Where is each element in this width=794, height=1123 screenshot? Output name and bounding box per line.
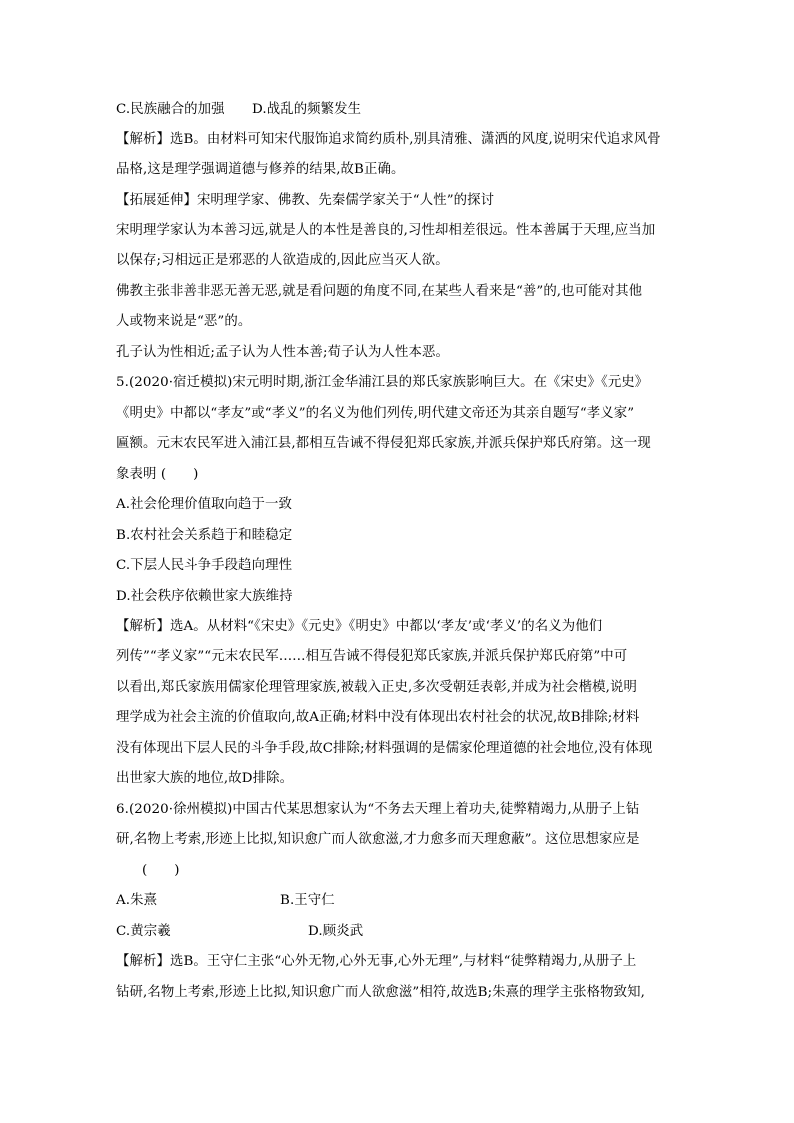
analysis-q5-line4: 理学成为社会主流的价值取向,故A正确;材料中没有体现出农村社会的状况,故B排除;材料: [116, 710, 640, 725]
question-5-line2: 《明史》中都以“孝友”或“孝义”的名义为他们列传,明代建文帝还为其亲自题写“孝义家”: [116, 406, 635, 421]
question-6-line2: 研,名物上考索,形迹上比拟,知识愈广而人欲愈滋,才力愈多而天理愈蔽”。这位思想家应是: [116, 832, 640, 847]
analysis-q6-line2: 钻研,名物上考索,形迹上比拟,知识愈广而人欲愈滋”相符,故选B;朱熹的理学主张格物致知,: [116, 985, 645, 1000]
question-6-line3: ( ): [142, 863, 180, 878]
question-5-line4: 象表明 ( ): [116, 467, 199, 482]
option-d-q5: D.社会秩序依赖世家大族维持: [116, 589, 293, 604]
analysis-q5-line5: 没有体现出下层人民的斗争手段,故C排除;材料强调的是儒家伦理道德的社会地位,没有体现: [116, 741, 653, 756]
option-d-q4: D.战乱的频繁发生: [252, 102, 362, 117]
extension-p2-line2: 人或物来说是“恶”的。: [116, 314, 252, 329]
question-6-line1: 6.(2020·徐州模拟)中国古代某思想家认为“不务去天理上着功夫,徒弊精竭力,从册子上钻: [116, 802, 640, 817]
question-5-line1: 5.(2020·宿迁模拟)宋元明时期,浙江金华浦江县的郑氏家族影响巨大。在《宋史》《元史》: [116, 375, 649, 390]
analysis-q6-line1: 【解析】选B。王守仁主张“心外无物,心外无事,心外无理”,与材料“徒弊精竭力,从册子上: [116, 954, 637, 969]
analysis-q5-line3: 以看出,郑氏家族用儒家伦理管理家族,被载入正史,多次受朝廷表彰,并成为社会楷模,说明: [116, 680, 637, 695]
extension-p1-line1: 宋明理学家认为本善习远,就是人的本性是善良的,习性却相差很远。性本善属于天理,应当加: [116, 223, 656, 238]
option-c-q6: C.黄宗羲: [116, 924, 171, 939]
extension-heading: 【拓展延伸】宋明理学家、佛教、先秦儒学家关于“人性”的探讨: [116, 193, 495, 208]
analysis-q5-line1: 【解析】选A。从材料“《宋史》《元史》《明史》中都以‘孝友’或‘孝义’的名义为他们: [116, 619, 603, 634]
extension-p2-line1: 佛教主张非善非恶无善无恶,就是看问题的角度不同,在某些人看来是“善”的,也可能对其他: [116, 284, 643, 299]
option-a-q6: A.朱熹: [116, 893, 158, 908]
question-5-line3: 匾额。元末农民军进入浦江县,都相互告诫不得侵犯郑氏家族,并派兵保护郑氏府第。这一现: [116, 436, 651, 451]
option-a-q5: A.社会伦理价值取向趋于一致: [116, 497, 293, 512]
option-b-q5: B.农村社会关系趋于和睦稳定: [116, 528, 293, 543]
analysis-q5-line6: 出世家大族的地位,故D排除。: [116, 771, 294, 786]
analysis-q5-line2: 列传”“孝义家”“元末农民军……相互告诫不得侵犯郑氏家族,并派兵保护郑氏府第”中可: [116, 649, 628, 664]
option-c-q5: C.下层人民斗争手段趋向理性: [116, 558, 293, 573]
extension-p3: 孔子认为性相近;孟子认为人性本善;荀子认为人性本恶。: [116, 345, 449, 360]
option-b-q6: B.王守仁: [280, 893, 335, 908]
option-c-q4: C.民族融合的加强: [116, 102, 225, 117]
option-d-q6: D.顾炎武: [308, 924, 364, 939]
extension-p1-line2: 以保存;习相远正是邪恶的人欲造成的,因此应当灭人欲。: [116, 253, 449, 268]
analysis-q4-line1: 【解析】选B。由材料可知宋代服饰追求简约质朴,别具清雅、潇洒的风度,说明宋代追求风骨: [116, 132, 661, 147]
analysis-q4-line2: 品格,这是理学强调道德与修养的结果,故B正确。: [116, 162, 405, 177]
